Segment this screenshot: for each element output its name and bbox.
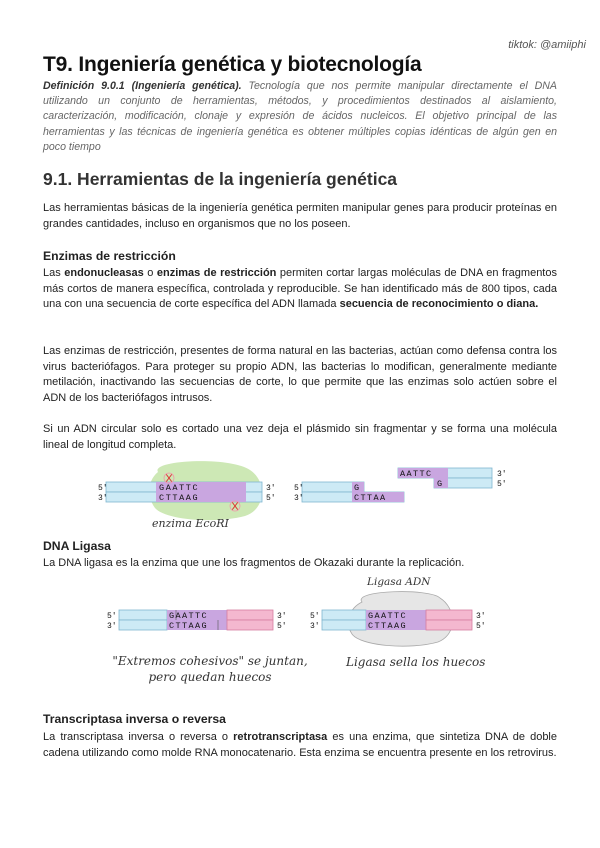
end-label: 5' bbox=[266, 494, 276, 503]
end-label: 3' bbox=[277, 612, 287, 621]
fragment-pink-top bbox=[227, 610, 273, 620]
fragment-blue-top bbox=[322, 610, 366, 620]
fragment-pink-top bbox=[426, 610, 472, 620]
fragment-blue-bottom bbox=[322, 620, 366, 630]
enzimas-paragraph-3: Si un ADN circular solo es cortado una vez deja el plásmido sin fragmentar y se forma una molécula lineal de longitud completa. bbox=[43, 423, 557, 451]
sequence-top: GAATTC bbox=[368, 611, 408, 621]
ligasa-heading: DNA Ligasa bbox=[43, 539, 111, 553]
term-retrotranscriptasa: retrotranscriptasa bbox=[233, 731, 328, 743]
sequence-top: GAATTC bbox=[159, 483, 200, 493]
text-run: o bbox=[143, 267, 157, 279]
transcriptasa-heading: Transcriptasa inversa o reversa bbox=[43, 712, 226, 726]
sequence-top: GAATTC bbox=[169, 611, 209, 621]
ligasa-adn-label: Ligasa ADN bbox=[367, 576, 431, 588]
definition-text: Tecnología que nos permite manipular directamente el DNA utilizando un conjunto de herramientas, métodos, y procedimientos destinados al aislamiento, caracterización, modificación, clonaje y expresión de ácidos nucleicos. El objetivo principal de las herramientas y las técnicas de ingeniería genética es obtener múltiples copias idénticas de algún gen en poco tiempo bbox=[43, 80, 557, 153]
end-label: 5' bbox=[497, 480, 507, 489]
text-run: La transcriptasa inversa o reversa o bbox=[43, 731, 234, 743]
end-label: 3' bbox=[476, 612, 486, 621]
text-run: Las bbox=[43, 267, 65, 279]
end-label: 5' bbox=[277, 622, 287, 631]
end-label: 5' bbox=[294, 484, 304, 493]
ecori-cut-diagram bbox=[0, 458, 600, 538]
left-figure-caption bbox=[110, 653, 310, 685]
ecori-caption: enzima EcoRI bbox=[152, 517, 229, 530]
transcriptasa-text bbox=[43, 730, 557, 761]
page-title: T9. Ingeniería genética y biotecnología bbox=[43, 53, 422, 76]
end-label: 3' bbox=[310, 622, 320, 631]
fragment-blue-bottom bbox=[119, 620, 167, 630]
term-secuencia-reconocimiento: secuencia de reconocimiento o diana. bbox=[339, 298, 539, 311]
ligasa-text: La DNA ligasa es la enzima que une los fragmentos de Okazaki durante la replicación. bbox=[43, 557, 465, 569]
cut-sequence: G bbox=[437, 479, 443, 489]
end-label: 3' bbox=[98, 494, 108, 503]
text-run: permiten cortar largas moléculas de DNA en fragmentos más cortos de manera específica, controlada y reproducible. Se han identificado más de 800 tipos, cada una con una secuencia de corte específica del ADN llamada bbox=[43, 267, 557, 311]
cut-sequence: CTTAA bbox=[354, 493, 387, 503]
enzimas-heading: Enzimas de restricción bbox=[43, 249, 176, 263]
fragment-pink-bottom bbox=[227, 620, 273, 630]
definition-label: Definición 9.0.1 (Ingeniería genética). bbox=[43, 80, 242, 92]
section-intro: Las herramientas básicas de la ingeniería genética permiten manipular genes para producir proteínas en grandes cantidades, incluso en organismos que no los poseen. bbox=[43, 202, 557, 230]
text-run: es una enzima, que sintetiza DNA de doble cadena utilizando como molde RNA monocatenario. Esta enzima se encuentra presente en los retrovirus. bbox=[43, 731, 557, 759]
fragment-pink-bottom bbox=[426, 620, 472, 630]
sequence-bottom: CTTAAG bbox=[368, 621, 408, 631]
term-enzimas-restriccion: enzimas de restricción bbox=[156, 267, 277, 279]
term-endonucleasas: endonucleasas bbox=[64, 267, 144, 279]
end-label: 5' bbox=[107, 612, 117, 621]
end-label: 5' bbox=[310, 612, 320, 621]
end-label: 5' bbox=[98, 484, 108, 493]
author-handle: tiktok: @amiiphi bbox=[508, 39, 586, 51]
definition-block bbox=[43, 79, 557, 155]
cut-sequence: G bbox=[354, 483, 360, 493]
cut-sequence: AATTC bbox=[400, 469, 433, 479]
end-label: 3' bbox=[497, 470, 507, 479]
enzimas-paragraph-2: Las enzimas de restricción, presentes de forma natural en las bacterias, actúan como defensa contra los virus bacteriófagos. Para proteger su propio ADN, las bacterias lo modifican, generalmente mediante metilación, inactivando las secuencias de corte, lo que permite que las enzimas solo actúen sobre el ADN de los bacteriófagos intrusos. bbox=[43, 345, 557, 404]
right-figure-caption: Ligasa sella los huecos bbox=[346, 655, 486, 669]
sequence-bottom: CTTAAG bbox=[169, 621, 209, 631]
section-heading: 9.1. Herramientas de la ingeniería genética bbox=[43, 169, 398, 189]
caption-line: "Extremos cohesivos" se juntan, bbox=[112, 654, 308, 668]
ligation-diagram bbox=[0, 580, 600, 660]
fragment-blue-top bbox=[119, 610, 167, 620]
end-label: 3' bbox=[294, 494, 304, 503]
sequence-bottom: CTTAAG bbox=[159, 493, 200, 503]
end-label: 5' bbox=[476, 622, 486, 631]
end-label: 3' bbox=[266, 484, 276, 493]
caption-line: pero quedan huecos bbox=[148, 670, 272, 684]
end-label: 3' bbox=[107, 622, 117, 631]
enzimas-paragraph-1 bbox=[43, 266, 557, 313]
